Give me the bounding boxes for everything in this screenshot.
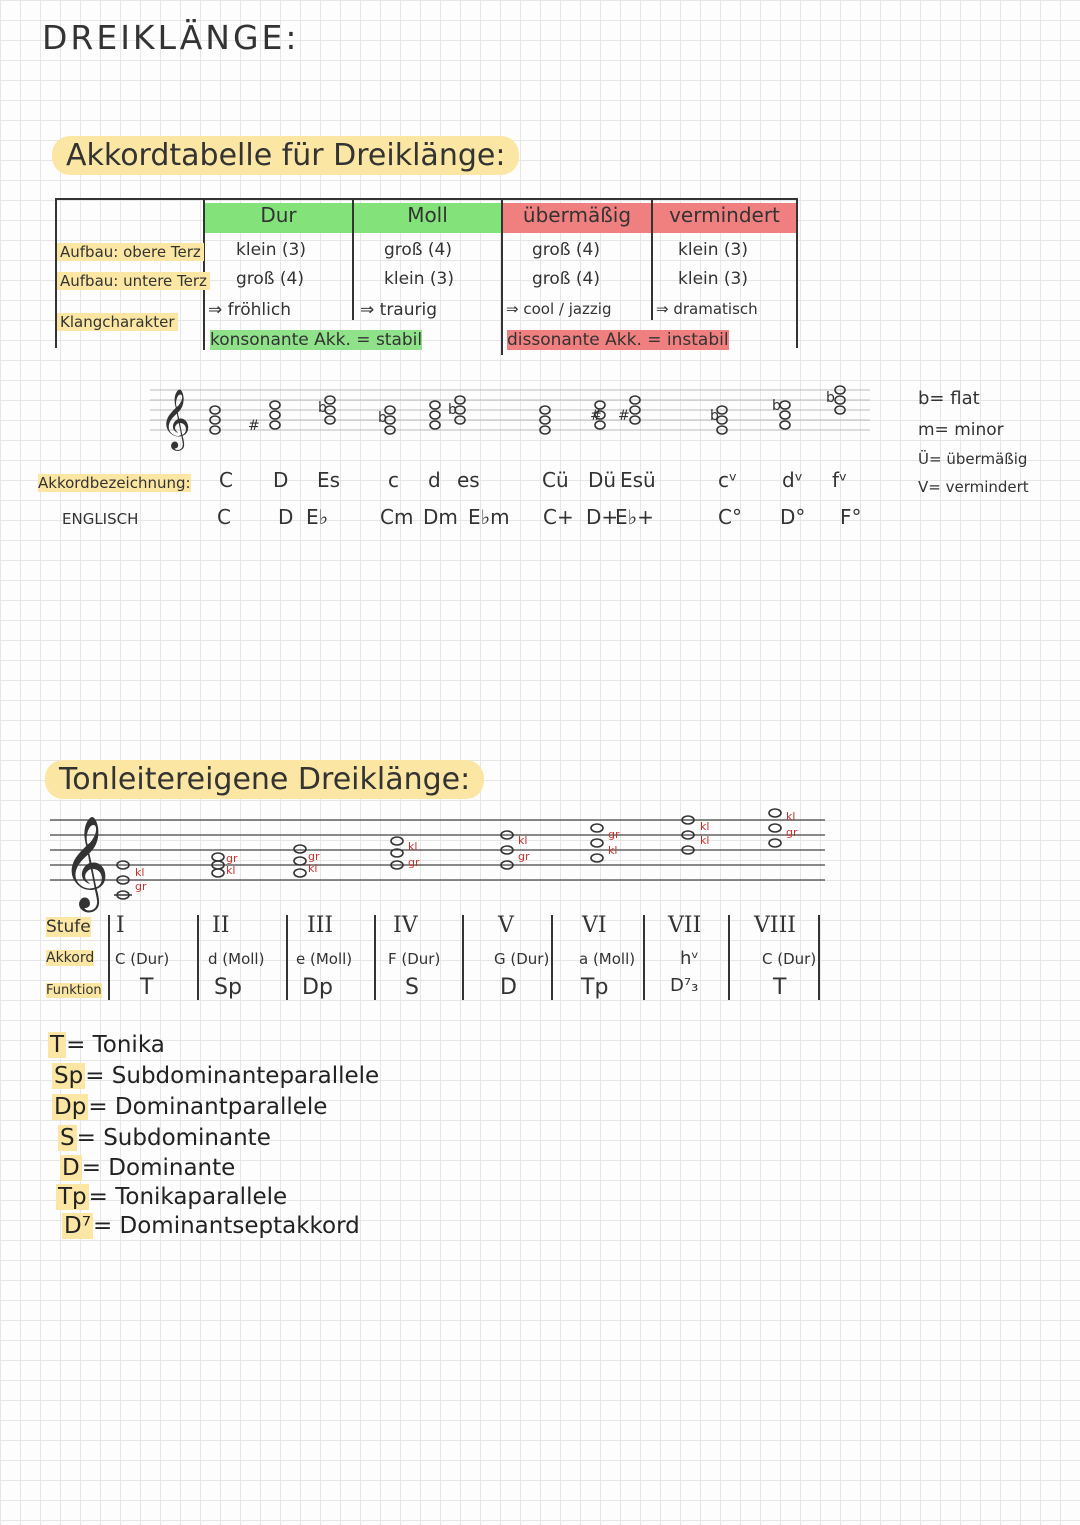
akkord-3: e (Moll) [296,950,353,968]
chord-de-caug: Cü [542,468,569,492]
scale-divider [551,915,553,1000]
scale-divider [374,915,376,1000]
cell-ueb-obere: groß (4) [532,240,600,260]
scale-divider [818,915,820,1000]
legend-key: Sp [54,1063,84,1089]
funktion-label: Funktion [46,983,102,998]
stufe-3: III [307,913,334,938]
svg-text:b: b [318,400,327,416]
cell-moll-obere: groß (4) [384,240,452,260]
legend-key: Dp [54,1094,87,1120]
svg-text:#: # [618,408,630,424]
funktion-8: T [773,975,787,1000]
cell-verm-obere: klein (3) [678,240,749,260]
section-title-text: Akkordtabelle für Dreiklänge: [52,136,519,175]
interval-small-label: kl [700,820,710,833]
header-uebermaessig: übermäßig [503,203,651,233]
funktion-1: T [140,975,154,1000]
cell-dur-obere: klein (3) [236,240,307,260]
chord-en-c: C [217,505,231,529]
cell-ueb-klang: ⇒ cool / jazzig [506,300,612,318]
funktion-6: Tp [581,975,609,1000]
akkord-6: a (Moll) [579,950,636,968]
akkord-5: G (Dur) [494,950,550,968]
cell-dur-untere: groß (4) [236,269,304,289]
section-title-text: Tonleitereigene Dreiklänge: [45,760,484,799]
interval-small-label: kl [308,862,318,875]
legend-key: D⁷ [64,1213,91,1239]
svg-text:b: b [378,410,387,426]
stufe-1: I [116,913,125,938]
konsonant-note: konsonante Akk. = stabil [210,330,423,350]
scale-divider [462,915,464,1000]
legend-value: = Dominantparallele [88,1094,328,1120]
interval-small-label: kl [786,810,796,823]
chord-de-cdim: cᵛ [718,468,738,492]
cell-moll-untere: klein (3) [384,269,455,289]
interval-big-label: gr [608,828,620,841]
legend-value: = Subdominante [76,1125,271,1151]
chord-de-esm: es [457,468,480,492]
interval-big-label: gr [518,850,530,863]
header-dur: Dur [205,203,352,233]
akkord-4: F (Dur) [388,950,441,968]
svg-text:b: b [710,408,719,424]
chord-en-fdim: F° [840,505,862,529]
legend-item [52,1094,327,1120]
legend-item [60,1155,235,1181]
legend-item [52,1063,379,1089]
chord-staff [150,380,870,464]
chord-en-cm: Cm [380,505,414,529]
legend-key: S [60,1125,75,1151]
chord-en-caug: C+ [543,505,574,529]
scale-divider [197,915,199,1000]
legend-key: T [50,1032,65,1058]
bezeichnung-label: Akkordbezeichnung: [38,474,191,492]
chord-de-daug: Dü [588,468,617,492]
key-flat: b= flat [918,388,980,409]
chord-en-ddim: D° [780,505,806,529]
interval-small-label: kl [700,834,710,847]
table-top-border [55,198,798,200]
stufe-5: V [498,913,514,938]
akkord-1: C (Dur) [115,950,170,968]
funktion-3: Dp [302,975,333,1000]
chord-en-daug: D+ [586,505,619,529]
cell-verm-untere: klein (3) [678,269,749,289]
funktion-5: D [500,975,517,1000]
section-title-tonleiter [45,762,484,797]
chord-de-ddim: dᵛ [782,468,804,492]
scale-divider [286,915,288,1000]
interval-big-label: gr [135,880,147,893]
stufe-7: VII [668,913,702,938]
table-right-border [796,200,798,348]
chord-en-ebaug: E♭+ [615,505,654,529]
legend-value: = Tonikaparallele [88,1184,288,1210]
chord-de-d: D [273,468,289,492]
akkord-7: hᵛ [680,948,699,969]
legend-key: D [62,1155,80,1181]
cell-moll-klang: ⇒ traurig [360,300,437,320]
akkord-label: Akkord [46,950,95,966]
stufe-8: VIII [754,913,796,938]
chord-de-esaug: Esü [620,468,656,492]
svg-text:b: b [448,402,457,418]
legend-value: = Tonika [66,1032,165,1058]
chord-en-cdim: C° [718,505,742,529]
legend-value: = Dominante [81,1155,236,1181]
chord-de-cm: c [388,468,399,492]
legend-item [58,1125,271,1151]
chord-de-es: Es [317,468,341,492]
key-vermindert: V= vermindert [918,478,1029,496]
treble-clef-icon: 𝄞 [62,815,110,908]
scale-divider [108,915,110,1000]
chord-de-dm: d [428,468,441,492]
chord-de-c: C [219,468,233,492]
key-minor: m= minor [918,420,1004,440]
stufe-6: VI [582,913,607,938]
row-label-untere-terz: Aufbau: untere Terz [57,272,210,290]
legend-item [56,1184,287,1210]
section-title-akkordtabelle [52,138,519,173]
interval-big-label: gr [226,852,238,865]
row-label-klangcharakter: Klangcharakter [57,313,178,331]
stufe-4: IV [393,913,418,938]
chord-en-eb: E♭ [306,505,329,529]
englisch-label: ENGLISCH [62,510,139,528]
cell-dur-klang: ⇒ fröhlich [208,300,291,320]
interval-small-label: kl [608,844,618,857]
chord-en-ebm: E♭m [468,505,510,529]
cell-ueb-untere: groß (4) [532,269,600,289]
interval-small-label: kl [135,866,145,879]
dissonant-note: dissonante Akk. = instabil [507,330,729,350]
funktion-2: Sp [214,975,242,1000]
stufe-2: II [212,913,230,938]
interval-small-label: kl [408,840,418,853]
svg-text:#: # [590,408,602,424]
legend-item [48,1032,165,1058]
akkord-8: C (Dur) [762,950,817,968]
key-uebermaessig: Ü= übermäßig [918,450,1028,468]
funktion-7: D⁷₃ [670,975,699,996]
legend-key: Tp [58,1184,87,1210]
interval-big-label: gr [408,856,420,869]
interval-small-label: kl [518,834,528,847]
chord-de-fdim: fᵛ [832,468,848,492]
svg-text:b: b [826,390,835,406]
funktion-4: S [405,975,419,1000]
legend-value: = Dominantseptakkord [92,1213,360,1239]
chord-en-d: D [278,505,294,529]
interval-big-label: gr [308,850,320,863]
scale-divider [643,915,645,1000]
treble-clef-icon: 𝄞 [160,389,191,449]
row-label-obere-terz: Aufbau: obere Terz [57,243,204,261]
scale-divider [728,915,730,1000]
interval-big-label: gr [786,826,798,839]
svg-text:b: b [772,398,781,414]
cell-verm-klang: ⇒ dramatisch [656,300,758,318]
stufe-label: Stufe [46,917,91,937]
chord-en-dm: Dm [423,505,458,529]
legend-item [62,1213,360,1239]
svg-text:#: # [248,418,260,434]
page-title: DREIKLÄNGE: [42,18,300,57]
header-moll: Moll [354,203,501,233]
legend-value: = Subdominanteparallele [85,1063,380,1089]
header-vermindert: vermindert [653,203,796,233]
interval-small-label: kl [226,864,236,877]
akkord-2: d (Moll) [208,950,265,968]
